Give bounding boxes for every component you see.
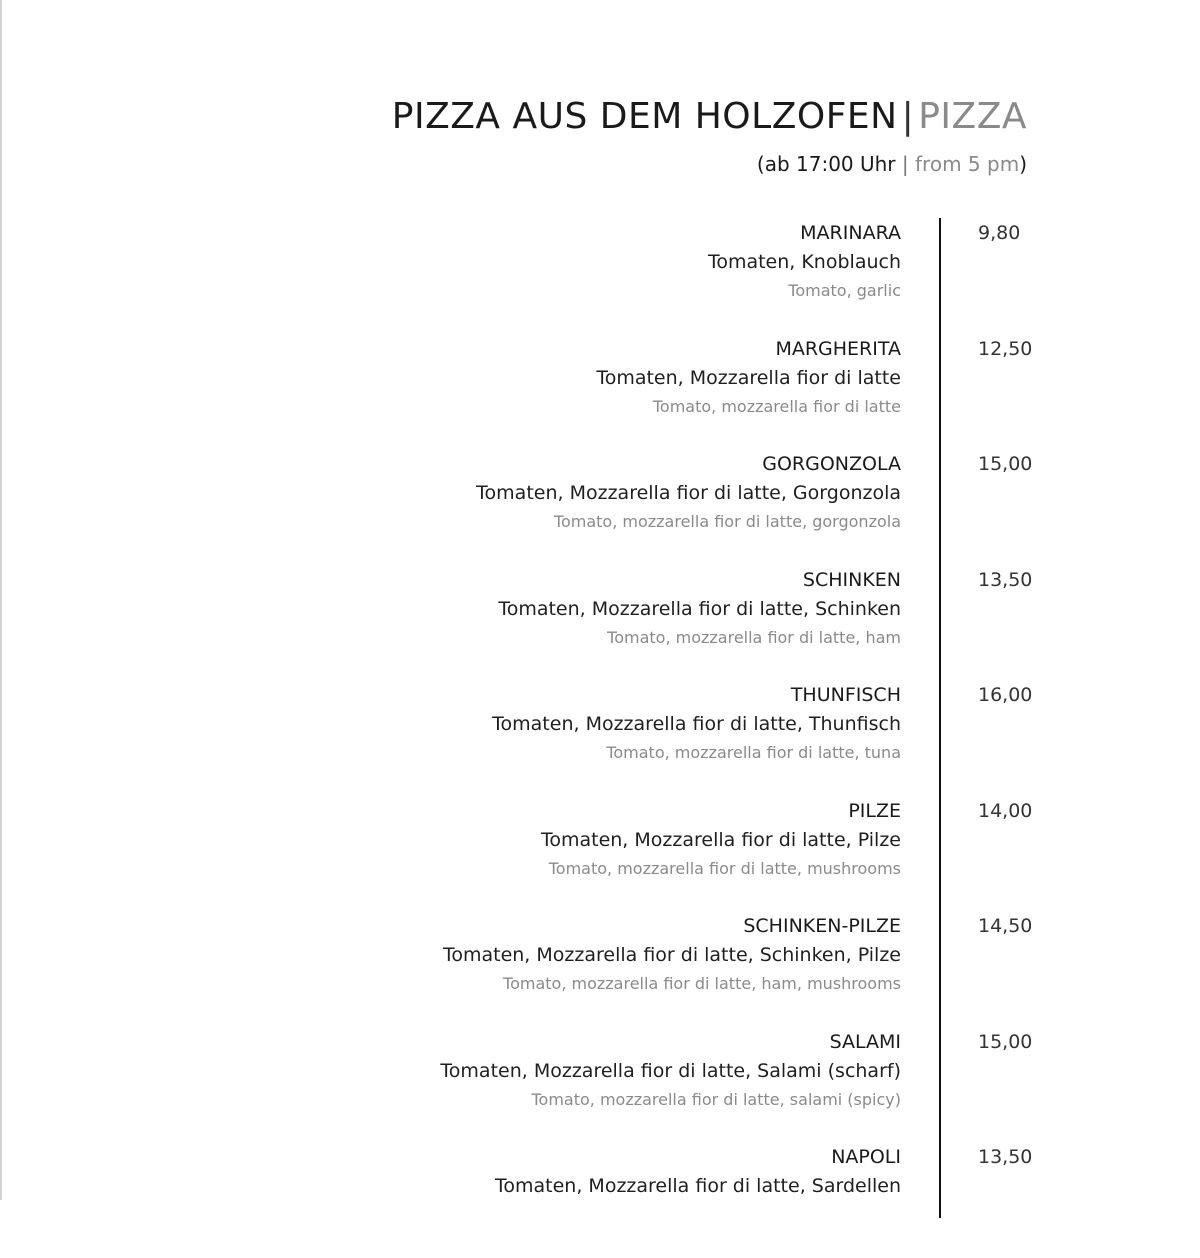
menu-item-text [495, 1142, 901, 1200]
menu-item-description-en: Tomato, mozzarella fior di latte, ham, mushrooms [503, 974, 901, 993]
menu-item-price: 14,00 [978, 799, 1033, 822]
menu-header [392, 92, 1027, 184]
menu-item-name: MARGHERITA [775, 337, 901, 360]
menu-item-description-de: Tomaten, Mozzarella fior di latte, Gorgonzola [476, 482, 901, 504]
menu-item-name: NAPOLI [831, 1146, 901, 1168]
menu-item-name: SALAMI [829, 1030, 901, 1053]
menu-item-description-de: Tomaten, Knoblauch [707, 251, 901, 273]
menu-item-description-en: Tomato, mozzarella fior di latte, ham [607, 627, 901, 647]
menu-item-list [0, 218, 1200, 1258]
hours-de: (ab 17:00 Uhr [756, 152, 896, 176]
menu-item-price: 15,00 [978, 453, 1033, 475]
menu-item-text [708, 218, 901, 305]
menu-item-text [440, 1027, 901, 1114]
menu-item-name: MARINARA [800, 222, 901, 244]
menu-item-description-de: Tomaten, Mozzarella fior di latte, Thunfisch [492, 713, 901, 735]
menu-item-price: 13,50 [978, 1146, 1033, 1168]
menu-item-description-en: Tomato, mozzarella fior di latte [652, 396, 901, 416]
menu-item-description-de: Tomaten, Mozzarella fior di latte, Schinken [498, 597, 901, 620]
menu-item-name: SCHINKEN [802, 568, 901, 591]
menu-item-description-de: Tomaten, Mozzarella fior di latte, Pilze [540, 828, 901, 851]
menu-item-price: 16,00 [978, 684, 1033, 706]
title-en: PIZZA [918, 96, 1027, 137]
menu-item-description-de: Tomaten, Mozzarella fior di latte, Sardellen [495, 1175, 901, 1197]
menu-item-name: THUNFISCH [790, 684, 901, 706]
menu-item-price: 14,50 [978, 915, 1033, 937]
menu-item-description-en: Tomato, mozzarella fior di latte, salami (spicy) [531, 1089, 901, 1109]
menu-item-description-de: Tomaten, Mozzarella fior di latte, Salami (scharf) [440, 1059, 901, 1082]
menu-item-price: 12,50 [978, 337, 1033, 360]
menu-item-description-de: Tomaten, Mozzarella fior di latte [596, 366, 901, 389]
title-separator: | [901, 96, 915, 137]
menu-item-description-en: Tomato, mozzarella fior di latte, tuna [606, 743, 901, 762]
menu-item [0, 449, 1200, 565]
menu-item [0, 218, 1200, 334]
menu-item-description-de: Tomaten, Mozzarella fior di latte, Schinken, Pilze [442, 944, 901, 966]
opening-hours [392, 144, 1027, 184]
menu-item [0, 796, 1200, 912]
menu-item-text [492, 680, 901, 767]
menu-item-name: GORGONZOLA [762, 453, 901, 475]
menu-item-name: PILZE [848, 799, 901, 822]
menu-item-text [596, 334, 901, 421]
menu-item-description-en: Tomato, mozzarella fior di latte, mushrooms [548, 858, 901, 878]
menu-item-description-en: Tomato, garlic [788, 281, 901, 300]
menu-item-price: 15,00 [978, 1030, 1033, 1053]
menu-item-name: SCHINKEN-PILZE [743, 915, 901, 937]
page-title [392, 92, 1027, 142]
menu-item [0, 334, 1200, 450]
menu-item-text [476, 449, 901, 536]
menu-item-text [498, 565, 901, 652]
menu-item-description-en: Tomato, mozzarella fior di latte, gorgonzola [553, 512, 901, 531]
hours-en: from 5 pm [915, 152, 1020, 176]
menu-item [0, 680, 1200, 796]
menu-item [0, 565, 1200, 681]
menu-item-text [443, 911, 901, 998]
menu-item [0, 911, 1200, 1027]
menu-item-text [541, 796, 901, 883]
menu-item [0, 1027, 1200, 1143]
title-de: PIZZA AUS DEM HOLZOFEN [391, 96, 898, 137]
hours-separator: | [901, 152, 909, 176]
hours-close: ) [1019, 152, 1027, 176]
menu-item-price: 13,50 [978, 568, 1033, 591]
menu-item-price: 9,80 [978, 222, 1021, 244]
